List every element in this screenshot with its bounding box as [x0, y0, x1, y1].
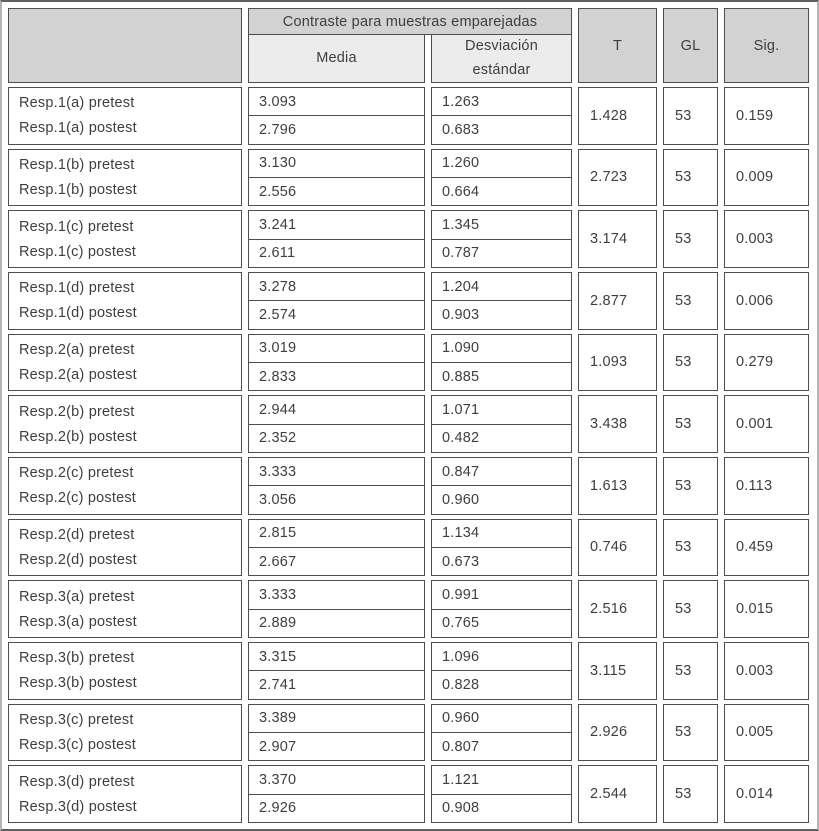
- media-postest-value: 2.741: [249, 670, 424, 698]
- postest-label: Resp.1(d) postest: [19, 305, 137, 322]
- t-value-cell: 1.428: [578, 87, 657, 145]
- media-cell: [248, 149, 425, 207]
- t-value-cell: 1.613: [578, 457, 657, 515]
- sig-value-cell: 0.003: [724, 210, 809, 268]
- gl-value-cell: 53: [663, 272, 718, 330]
- pair-labels-cell: [8, 580, 242, 638]
- header-empty-cell: [8, 8, 242, 83]
- header-contraste-group: [248, 8, 572, 83]
- sig-value-cell: 0.003: [724, 642, 809, 700]
- media-postest-value: 2.611: [249, 239, 424, 267]
- gl-value-cell: 53: [663, 87, 718, 145]
- pretest-label: Resp.1(d) pretest: [19, 280, 135, 297]
- sd-postest-value: 0.903: [432, 300, 571, 328]
- t-value-cell: 2.516: [578, 580, 657, 638]
- header-desviacion-estandar: Desviación estándar: [431, 35, 572, 83]
- media-cell: [248, 704, 425, 762]
- pretest-label: Resp.2(a) pretest: [19, 342, 135, 359]
- sd-cell: [431, 519, 572, 577]
- sd-postest-value: 0.664: [432, 177, 571, 205]
- sd-pretest-value: 0.847: [442, 463, 480, 480]
- pair-labels-cell: [8, 704, 242, 762]
- t-value-cell: 2.723: [578, 149, 657, 207]
- postest-label: Resp.3(b) postest: [19, 675, 137, 692]
- t-value-cell: 2.544: [578, 765, 657, 823]
- sd-postest-value: 0.765: [432, 609, 571, 637]
- header-gl: GL: [663, 8, 718, 83]
- sd-postest-value: 0.673: [432, 547, 571, 575]
- sd-pretest-value: 1.071: [442, 402, 480, 418]
- sd-postest-value: 0.908: [432, 794, 571, 822]
- sd-pretest-value: 0.960: [442, 710, 480, 727]
- pretest-label: Resp.3(d) pretest: [19, 773, 135, 790]
- media-postest-value: 2.574: [249, 300, 424, 328]
- sd-pretest-value: 0.991: [442, 587, 480, 603]
- postest-label: Resp.2(a) postest: [19, 366, 137, 383]
- t-value-cell: 3.174: [578, 210, 657, 268]
- media-postest-value: 2.907: [249, 732, 424, 760]
- postest-label: Resp.2(b) postest: [19, 428, 137, 445]
- sd-cell: [431, 87, 572, 145]
- gl-value-cell: 53: [663, 334, 718, 392]
- pair-labels-cell: [8, 272, 242, 330]
- sd-cell: [431, 704, 572, 762]
- postest-label: Resp.2(d) postest: [19, 551, 137, 568]
- sd-pretest-value: 1.121: [442, 772, 480, 788]
- media-pretest-value: 3.019: [259, 340, 297, 357]
- gl-value-cell: 53: [663, 210, 718, 268]
- media-cell: [248, 87, 425, 145]
- sig-value-cell: 0.459: [724, 519, 809, 577]
- pretest-label: Resp.1(a) pretest: [19, 95, 135, 112]
- sd-cell: [431, 395, 572, 453]
- gl-value-cell: 53: [663, 149, 718, 207]
- gl-value-cell: 53: [663, 395, 718, 453]
- media-postest-value: 2.667: [249, 547, 424, 575]
- pair-labels-cell: [8, 457, 242, 515]
- gl-value-cell: 53: [663, 765, 718, 823]
- media-cell: [248, 210, 425, 268]
- pretest-label: Resp.3(b) pretest: [19, 650, 135, 667]
- media-pretest-value: 3.093: [259, 93, 297, 110]
- sd-cell: [431, 457, 572, 515]
- media-cell: [248, 642, 425, 700]
- media-postest-value: 2.889: [249, 609, 424, 637]
- pretest-label: Resp.1(b) pretest: [19, 157, 135, 174]
- media-postest-value: 2.926: [249, 794, 424, 822]
- media-postest-value: 2.352: [249, 424, 424, 452]
- media-pretest-value: 3.333: [259, 587, 297, 603]
- media-cell: [248, 519, 425, 577]
- header-sig: Sig.: [724, 8, 809, 83]
- gl-value-cell: 53: [663, 642, 718, 700]
- sig-value-cell: 0.006: [724, 272, 809, 330]
- t-value-cell: 2.926: [578, 704, 657, 762]
- sig-value-cell: 0.113: [724, 457, 809, 515]
- gl-value-cell: 53: [663, 519, 718, 577]
- sig-value-cell: 0.009: [724, 149, 809, 207]
- gl-value-cell: 53: [663, 457, 718, 515]
- table-grid: [8, 8, 811, 823]
- pair-labels-cell: [8, 395, 242, 453]
- sd-cell: [431, 210, 572, 268]
- pretest-label: Resp.2(c) pretest: [19, 465, 134, 482]
- sd-pretest-value: 1.096: [442, 648, 480, 665]
- header-media: Media: [248, 35, 425, 83]
- media-pretest-value: 2.815: [259, 525, 297, 542]
- pair-labels-cell: [8, 87, 242, 145]
- media-pretest-value: 3.333: [259, 463, 297, 480]
- postest-label: Resp.3(a) postest: [19, 613, 137, 630]
- gl-value-cell: 53: [663, 704, 718, 762]
- sd-pretest-value: 1.263: [442, 93, 480, 110]
- postest-label: Resp.3(c) postest: [19, 736, 137, 753]
- media-postest-value: 2.796: [249, 115, 424, 143]
- sig-value-cell: 0.014: [724, 765, 809, 823]
- media-pretest-value: 3.241: [259, 217, 297, 233]
- t-value-cell: 3.115: [578, 642, 657, 700]
- t-value-cell: 1.093: [578, 334, 657, 392]
- pretest-label: Resp.1(c) pretest: [19, 218, 134, 235]
- header-t: T: [578, 8, 657, 83]
- pretest-label: Resp.2(d) pretest: [19, 527, 135, 544]
- header-subrow: [248, 35, 572, 83]
- sd-postest-value: 0.807: [432, 732, 571, 760]
- media-postest-value: 3.056: [249, 485, 424, 513]
- postest-label: Resp.3(d) postest: [19, 798, 137, 815]
- postest-label: Resp.1(c) postest: [19, 243, 137, 260]
- sd-postest-value: 0.683: [432, 115, 571, 143]
- header-contraste: Contraste para muestras emparejadas: [248, 8, 572, 35]
- sd-pretest-value: 1.134: [442, 525, 480, 542]
- pair-labels-cell: [8, 334, 242, 392]
- pair-labels-cell: [8, 210, 242, 268]
- media-cell: [248, 580, 425, 638]
- sig-value-cell: 0.001: [724, 395, 809, 453]
- media-cell: [248, 395, 425, 453]
- sd-postest-value: 0.482: [432, 424, 571, 452]
- sd-postest-value: 0.885: [432, 362, 571, 390]
- sd-pretest-value: 1.345: [442, 217, 480, 233]
- t-value-cell: 3.438: [578, 395, 657, 453]
- pair-labels-cell: [8, 765, 242, 823]
- sd-postest-value: 0.828: [432, 670, 571, 698]
- media-cell: [248, 272, 425, 330]
- sd-pretest-value: 1.090: [442, 340, 480, 357]
- pair-labels-cell: [8, 149, 242, 207]
- pretest-label: Resp.2(b) pretest: [19, 403, 135, 420]
- media-cell: [248, 765, 425, 823]
- t-value-cell: 2.877: [578, 272, 657, 330]
- media-pretest-value: 3.278: [259, 278, 297, 295]
- sig-value-cell: 0.015: [724, 580, 809, 638]
- sd-cell: [431, 765, 572, 823]
- media-cell: [248, 457, 425, 515]
- media-pretest-value: 3.370: [259, 772, 297, 788]
- postest-label: Resp.2(c) postest: [19, 490, 137, 507]
- sd-postest-value: 0.787: [432, 239, 571, 267]
- sd-cell: [431, 334, 572, 392]
- sd-pretest-value: 1.260: [442, 155, 480, 172]
- pair-labels-cell: [8, 642, 242, 700]
- media-pretest-value: 2.944: [259, 402, 297, 418]
- pair-labels-cell: [8, 519, 242, 577]
- postest-label: Resp.1(b) postest: [19, 181, 137, 198]
- postest-label: Resp.1(a) postest: [19, 120, 137, 137]
- sd-cell: [431, 580, 572, 638]
- pretest-label: Resp.3(a) pretest: [19, 588, 135, 605]
- media-cell: [248, 334, 425, 392]
- sd-cell: [431, 272, 572, 330]
- sig-value-cell: 0.279: [724, 334, 809, 392]
- sd-cell: [431, 642, 572, 700]
- media-pretest-value: 3.389: [259, 710, 297, 727]
- pretest-label: Resp.3(c) pretest: [19, 712, 134, 729]
- media-pretest-value: 3.315: [259, 648, 297, 665]
- sig-value-cell: 0.005: [724, 704, 809, 762]
- t-value-cell: 0.746: [578, 519, 657, 577]
- media-postest-value: 2.833: [249, 362, 424, 390]
- sd-cell: [431, 149, 572, 207]
- media-pretest-value: 3.130: [259, 155, 297, 172]
- sig-value-cell: 0.159: [724, 87, 809, 145]
- gl-value-cell: 53: [663, 580, 718, 638]
- sd-pretest-value: 1.204: [442, 278, 480, 295]
- media-postest-value: 2.556: [249, 177, 424, 205]
- sd-postest-value: 0.960: [432, 485, 571, 513]
